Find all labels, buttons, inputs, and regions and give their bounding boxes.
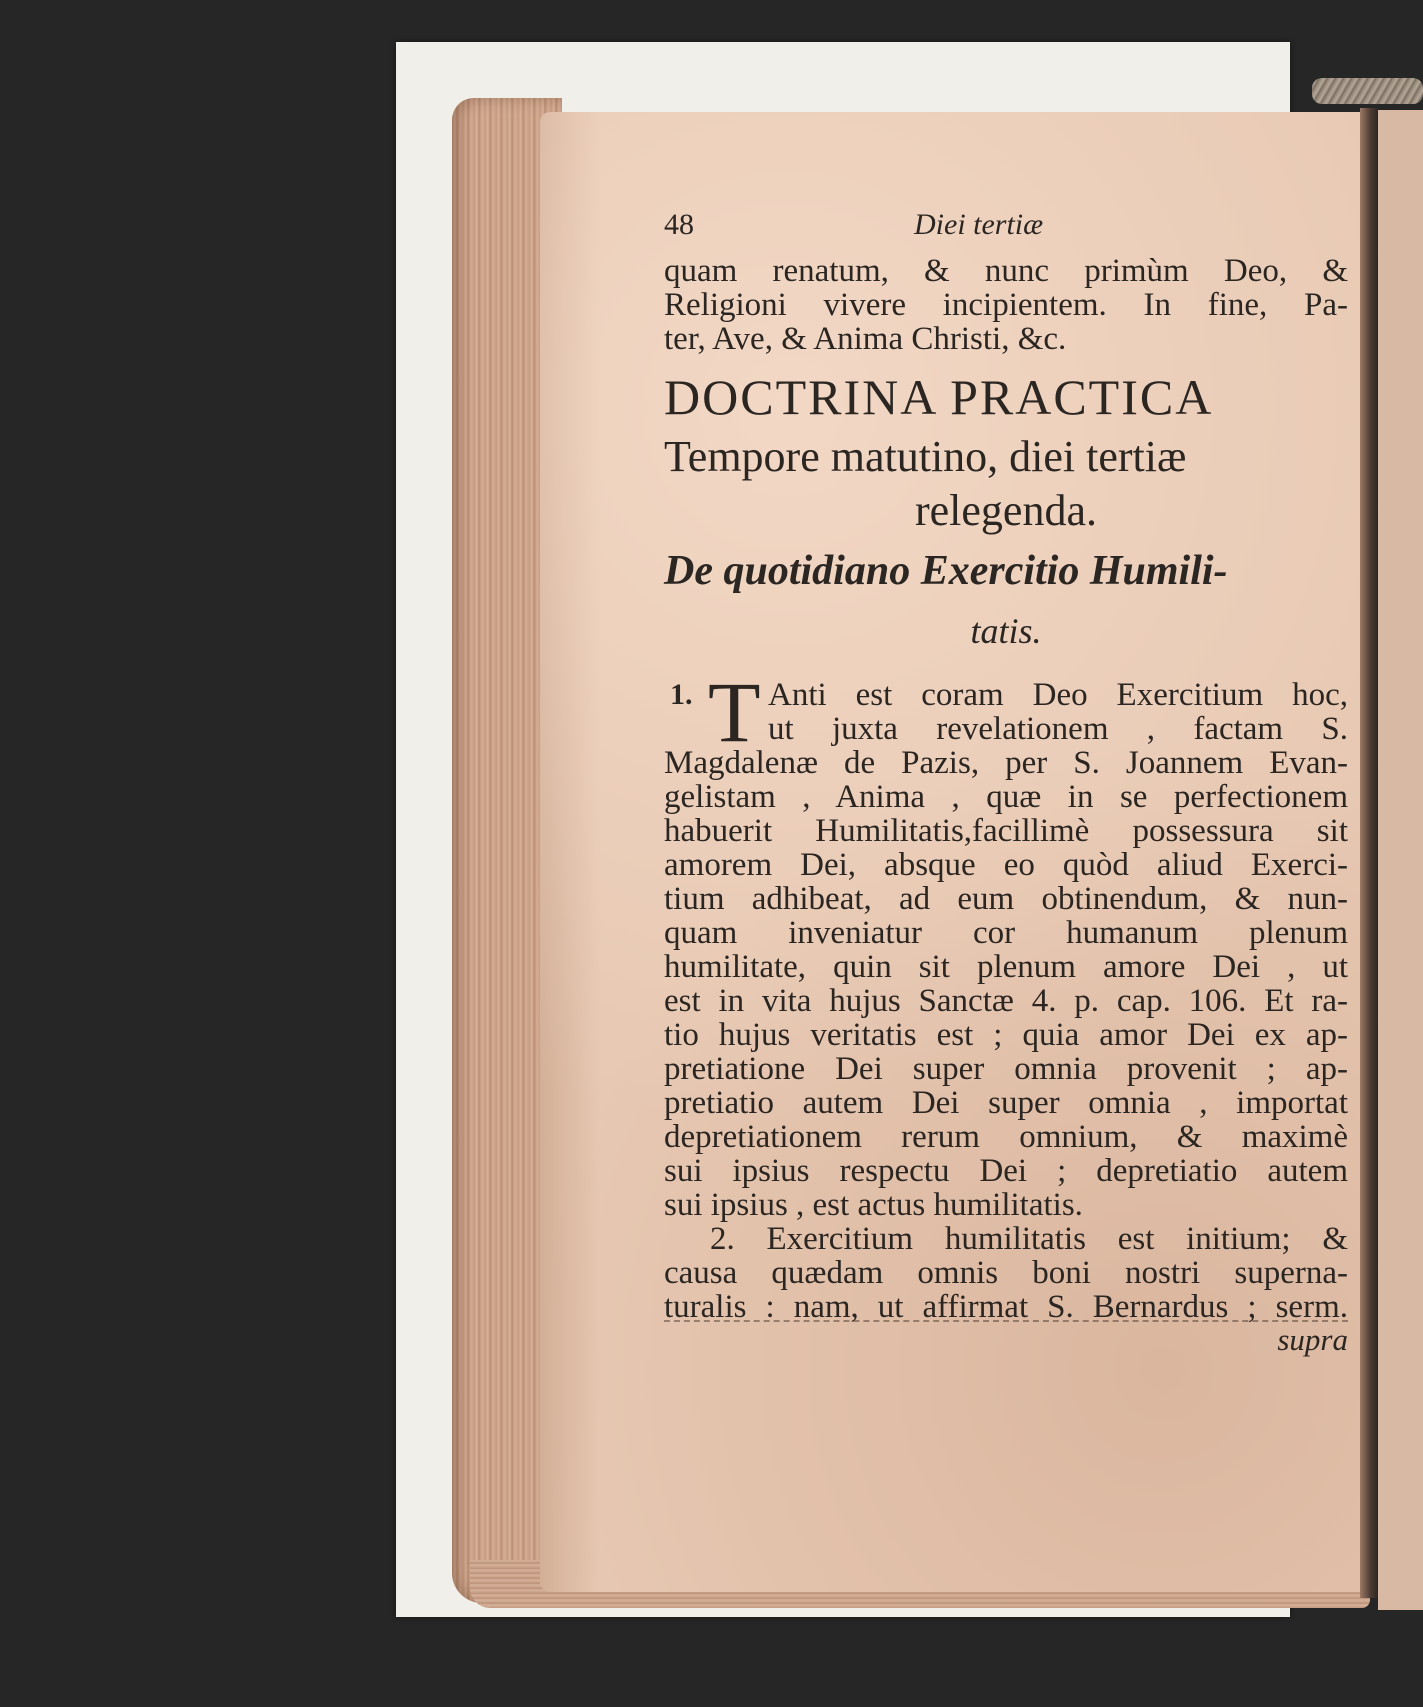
paragraph-1 — [664, 664, 1348, 1223]
facing-page-edge — [1378, 110, 1423, 1610]
text-line: 2. Exercitium humilitatis est initium; & — [710, 1221, 1348, 1257]
running-head — [664, 208, 1348, 254]
paragraph-number: 1. — [670, 678, 693, 711]
text-line: pretiatione Dei super omnia provenit ; ap- — [664, 1051, 1348, 1087]
text-line: pretiatio autem Dei super omnia , importat — [664, 1085, 1348, 1121]
text-line: sui ipsius respectu Dei ; depretiatio autem — [664, 1153, 1348, 1189]
binding-string — [1312, 78, 1423, 104]
text-line: Anti est coram Deo Exercitium hoc, — [768, 677, 1348, 713]
text-line: humilitate, quin sit plenum amore Dei , ut — [664, 949, 1348, 985]
text-line: Magdalenæ de Pazis, per S. Joannem Evan- — [664, 745, 1348, 781]
heading-doctrina: DOCTRINA PRACTICA — [664, 369, 1214, 425]
text-line: causa quædam omnis boni nostri superna- — [664, 1255, 1348, 1291]
book-gutter — [1360, 108, 1378, 1598]
heading-exercitio: De quotidiano Exercitio Humili- — [664, 548, 1228, 594]
text-line: gelistam , Anima , quæ in se perfectionem — [664, 779, 1348, 815]
text-line: turalis : nam, ut affirmat S. Bernardus ; serm. — [664, 1289, 1348, 1325]
drop-cap: T — [708, 664, 761, 760]
heading-tempore: Tempore matutino, diei tertiæ — [664, 432, 1187, 481]
catchword: supra — [1277, 1322, 1348, 1357]
heading-tempore-continued: relegenda. — [915, 486, 1097, 535]
text-line: sui ipsius , est actus humilitatis. — [664, 1187, 1083, 1223]
text-line: tium adhibeat, ad eum obtinendum, & nun- — [664, 881, 1348, 917]
running-title: Diei tertiæ — [914, 208, 1044, 241]
heading-exercitio-continued: tatis. — [970, 611, 1042, 651]
intro-line: ter, Ave, & Anima Christi, &c. — [664, 321, 1067, 357]
text-line: est in vita hujus Sanctæ 4. p. cap. 106. Et ra- — [664, 983, 1348, 1019]
paragraph-2 — [664, 1222, 1348, 1324]
page-text — [664, 208, 1348, 1358]
text-line: habuerit Humilitatis,facillimè possessura sit — [664, 813, 1348, 849]
text-line: ut juxta revelationem , factam S. — [768, 711, 1348, 747]
page-number: 48 — [664, 208, 694, 241]
text-line: tio hujus veritatis est ; quia amor Dei ex ap- — [664, 1017, 1348, 1053]
intro-line: Religioni vivere incipientem. In fine, Pa- — [664, 287, 1348, 323]
text-line: amorem Dei, absque eo quòd aliud Exerci- — [664, 847, 1348, 883]
intro-line: quam renatum, & nunc primùm Deo, & — [664, 253, 1348, 289]
text-line: depretiationem rerum omnium, & maximè — [664, 1119, 1348, 1155]
text-line: quam inveniatur cor humanum plenum — [664, 915, 1348, 951]
